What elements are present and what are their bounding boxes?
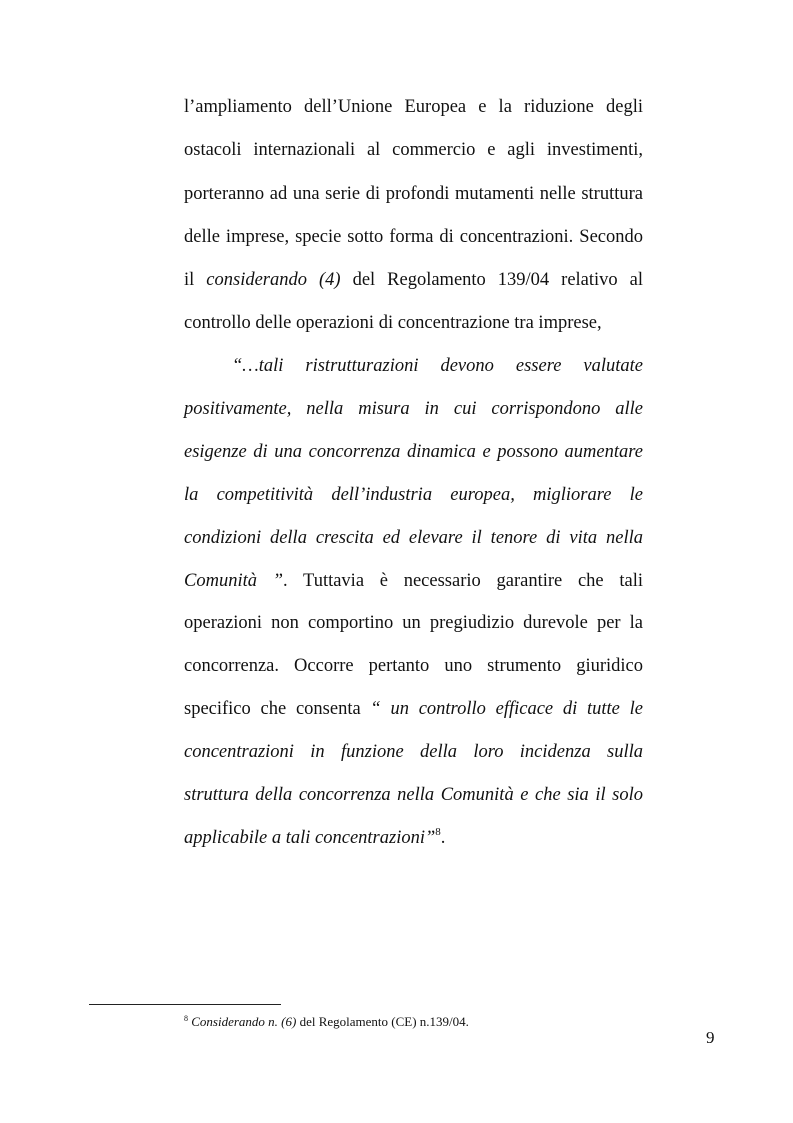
quote-start: “ un controllo efficace di tutte le [370,699,643,719]
quote-line-4 [184,484,643,506]
body-line-17 [184,784,643,806]
body-line-16 [184,741,643,763]
line15-start: specifico che consenta [184,699,361,719]
quote-text: positivamente, nella misura in cui corrispondono alle [184,399,643,419]
quote-end: Comunità ” [184,571,284,591]
body-line-12 [184,570,643,592]
quote-text: “…tali ristrutturazioni devono essere valutate [232,356,643,376]
body-line-1: l’ampliamento dell’Unione Europea e la riduzione degli [184,97,643,117]
quote-text: concentrazioni in funzione della loro incidenza sulla [184,742,643,762]
quote-text: applicabile a tali concentrazioni” [184,828,436,848]
quote-text: esigenze di una concorrenza dinamica e possono aumentare [184,442,643,462]
body-line-18 [184,827,643,849]
body-line-3: porteranno ad una serie di profondi mutamenti nelle struttura [184,184,643,204]
body-line-2: ostacoli internazionali al commercio e agli investimenti, [184,140,643,160]
footnote-ref[interactable]: 8 [435,826,441,838]
quote-text: condizioni della crescita ed elevare il tenore di vita nella [184,528,643,548]
footnote [184,1014,469,1030]
quote-text: struttura della concorrenza nella Comunità e che sia il solo [184,785,643,805]
final-period: . [440,828,446,848]
body-line-14: concorrenza. Occorre pertanto uno strumento giuridico [184,656,643,676]
footnote-citation: Considerando n. (6) [191,1014,297,1029]
quote-text: la competitività dell’industria europea, migliorare le [184,485,643,505]
quote-line-5 [184,527,643,549]
page-number: 9 [706,1028,715,1047]
line12-rest: . Tuttavia è necessario garantire che tali [283,571,643,591]
footnote-marker: 8 [184,1014,188,1023]
considerando-reference: considerando (4) [206,270,341,290]
footnote-divider [89,1004,281,1005]
quote-line-1 [232,355,643,377]
body-line-6: controllo delle operazioni di concentrazione tra imprese, [184,313,602,333]
body-line-4: delle imprese, specie sotto forma di concentrazioni. Secondo [184,227,643,247]
body-line-13: operazioni non comportino un pregiudizio durevole per la [184,613,643,633]
body-line-15 [184,698,643,720]
body-line-5 [184,269,643,291]
footnote-text: del Regolamento (CE) n.139/04. [296,1014,469,1029]
line5-start: il [184,270,195,290]
quote-line-2 [184,398,643,420]
quote-line-3 [184,441,643,463]
line5-rest: del Regolamento 139/04 relativo al [352,270,644,290]
